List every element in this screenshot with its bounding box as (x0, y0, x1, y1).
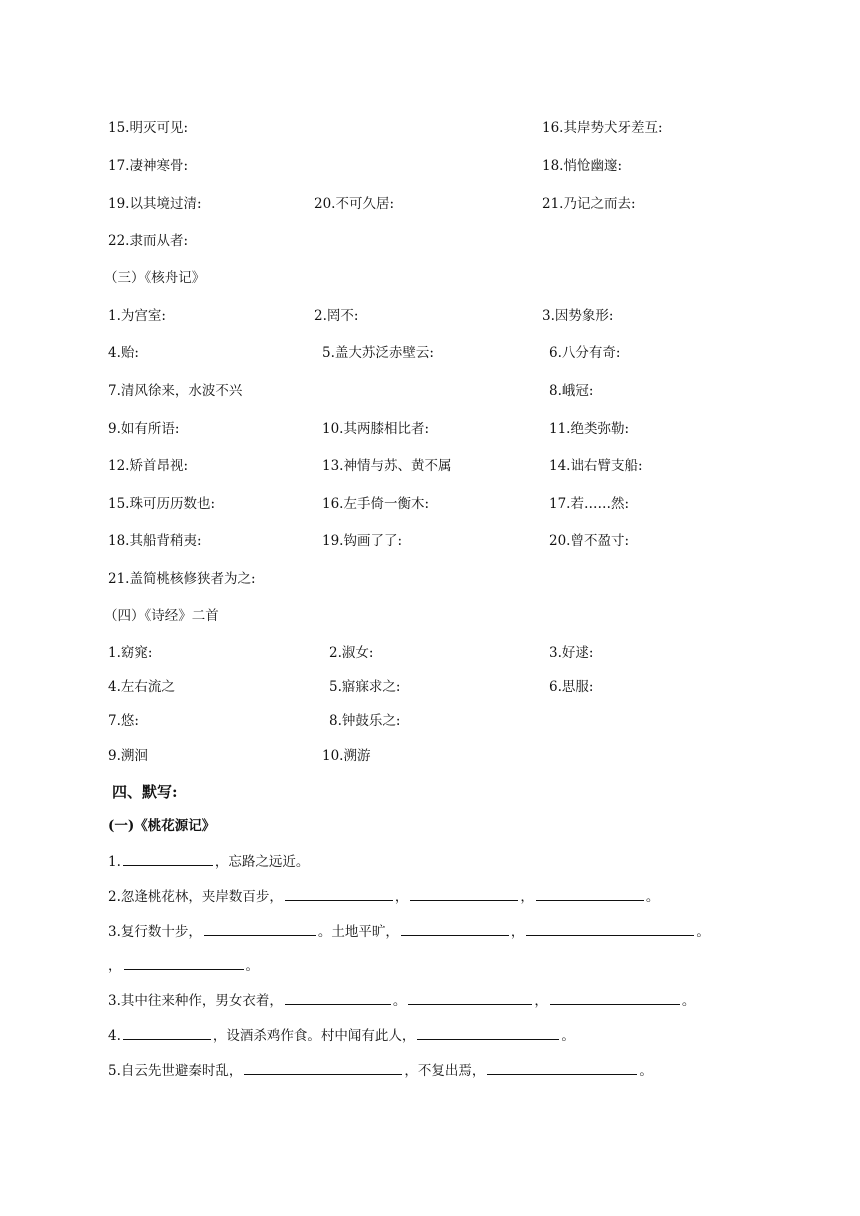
answer-blank[interactable] (550, 990, 680, 1005)
line-text: ， (520, 889, 534, 905)
fill-in-line (108, 990, 695, 1011)
line-text: 。 (639, 1063, 653, 1079)
vocab-item: 15.珠可历历数也: (108, 496, 216, 512)
fill-in-line (108, 851, 309, 872)
answer-blank[interactable] (487, 1060, 637, 1075)
answer-blank[interactable] (244, 1060, 402, 1075)
vocab-item: 17.若……然: (549, 496, 630, 512)
vocab-item: 9.如有所语: (108, 421, 180, 437)
line-text: 。 (245, 958, 259, 974)
answer-blank[interactable] (408, 990, 532, 1005)
line-text: 。 (681, 993, 696, 1009)
line-text: ， (394, 889, 409, 905)
vocab-item: 20.不可久居: (314, 196, 395, 212)
vocab-item: 16.左手倚一衡木: (322, 496, 430, 512)
answer-blank[interactable] (204, 921, 316, 936)
line-text: ，不复出焉， (404, 1063, 486, 1079)
answer-blank[interactable] (285, 886, 393, 901)
answer-blank[interactable] (123, 851, 213, 866)
line-text: ， (534, 993, 548, 1009)
fill-in-line (108, 1025, 575, 1046)
answer-blank[interactable] (410, 886, 518, 901)
answer-blank[interactable] (417, 1025, 559, 1040)
vocab-item: 1.窈窕: (108, 645, 153, 661)
vocab-item: 3.好逑: (549, 645, 594, 661)
vocab-item: 7.悠: (108, 713, 139, 729)
line-text: 。 (645, 889, 660, 905)
vocab-item: 18.悄怆幽邃: (542, 158, 623, 174)
vocab-item: 11.绝类弥勒: (549, 421, 630, 437)
line-text: 。 (561, 1028, 575, 1044)
vocab-item: 4.贻: (108, 345, 139, 361)
vocab-item: 6.八分有奇: (549, 345, 621, 361)
vocab-item: 17.凄神寒骨: (108, 158, 189, 174)
answer-blank[interactable] (285, 990, 391, 1005)
vocab-item: 8.峨冠: (549, 383, 594, 399)
vocab-item: 15.明灭可见: (108, 120, 189, 136)
vocab-item: 1.为宫室: (108, 308, 166, 324)
vocab-item: 5.寤寐求之: (329, 679, 401, 695)
line-text: ， (510, 924, 525, 940)
vocab-item: 13.神情与苏、黄不属 (322, 458, 452, 474)
vocab-item: 8.钟鼓乐之: (329, 713, 401, 729)
vocab-item: 5.盖大苏泛赤壁云: (322, 345, 434, 361)
fill-in-line (108, 955, 259, 976)
vocab-item: 10.其两膝相比者: (322, 421, 430, 437)
line-text: 2.忽逢桃花林，夹岸数百步， (108, 889, 283, 905)
vocab-item: 19.钩画了了: (322, 533, 403, 549)
line-text: ，忘路之远近。 (214, 854, 310, 870)
line-text: 3.其中往来种作，男女衣着， (108, 993, 283, 1009)
vocab-item: 14.诎右臂支船: (549, 458, 643, 474)
line-text: ， (108, 958, 122, 974)
line-text: 3.复行数十步， (108, 924, 202, 940)
line-text: 1. (108, 854, 121, 870)
vocab-item: 18.其船背稍夷: (108, 533, 202, 549)
vocab-item: 6.思服: (549, 679, 594, 695)
vocab-item: 4.左右流之 (108, 679, 175, 695)
fill-in-line (108, 886, 659, 907)
vocab-item: 19.以其境过清: (108, 196, 202, 212)
vocab-item: 9.溯洄 (108, 748, 148, 764)
line-text: 。土地平旷， (317, 924, 399, 940)
vocab-item: 10.溯游 (322, 748, 371, 764)
vocab-item: 16.其岸势犬牙差互: (542, 120, 663, 136)
vocab-item: 21.盖简桃核修狭者为之: (108, 571, 256, 587)
vocab-item: 3.因势象形: (542, 308, 614, 324)
vocab-item: 2.罔不: (314, 308, 359, 324)
vocab-item: 12.矫首昂视: (108, 458, 189, 474)
section-title: 四、默写: (112, 783, 178, 801)
answer-blank[interactable] (401, 921, 509, 936)
fill-in-line (108, 921, 710, 942)
section-heading: （四）《诗经》二首 (104, 608, 219, 624)
fill-in-line (108, 1060, 653, 1081)
answer-blank[interactable] (124, 955, 244, 970)
line-text: 5.自云先世避秦时乱， (108, 1063, 243, 1079)
subsection-title: (一)《桃花源记》 (108, 818, 216, 834)
line-text: 4. (108, 1028, 121, 1044)
line-text: ，设酒杀鸡作食。村中闻有此人， (212, 1028, 416, 1044)
vocab-item: 7.清风徐来，水波不兴 (108, 383, 243, 399)
section-heading: （三）《核舟记》 (104, 270, 206, 286)
vocab-item: 21.乃记之而去: (542, 196, 636, 212)
line-text: 。 (392, 993, 407, 1009)
answer-blank[interactable] (536, 886, 644, 901)
line-text: 。 (696, 924, 710, 940)
vocab-item: 2.淑女: (329, 645, 374, 661)
answer-blank[interactable] (123, 1025, 211, 1040)
vocab-item: 20.曾不盈寸: (549, 533, 630, 549)
answer-blank[interactable] (526, 921, 694, 936)
vocab-item: 22.隶而从者: (108, 233, 189, 249)
